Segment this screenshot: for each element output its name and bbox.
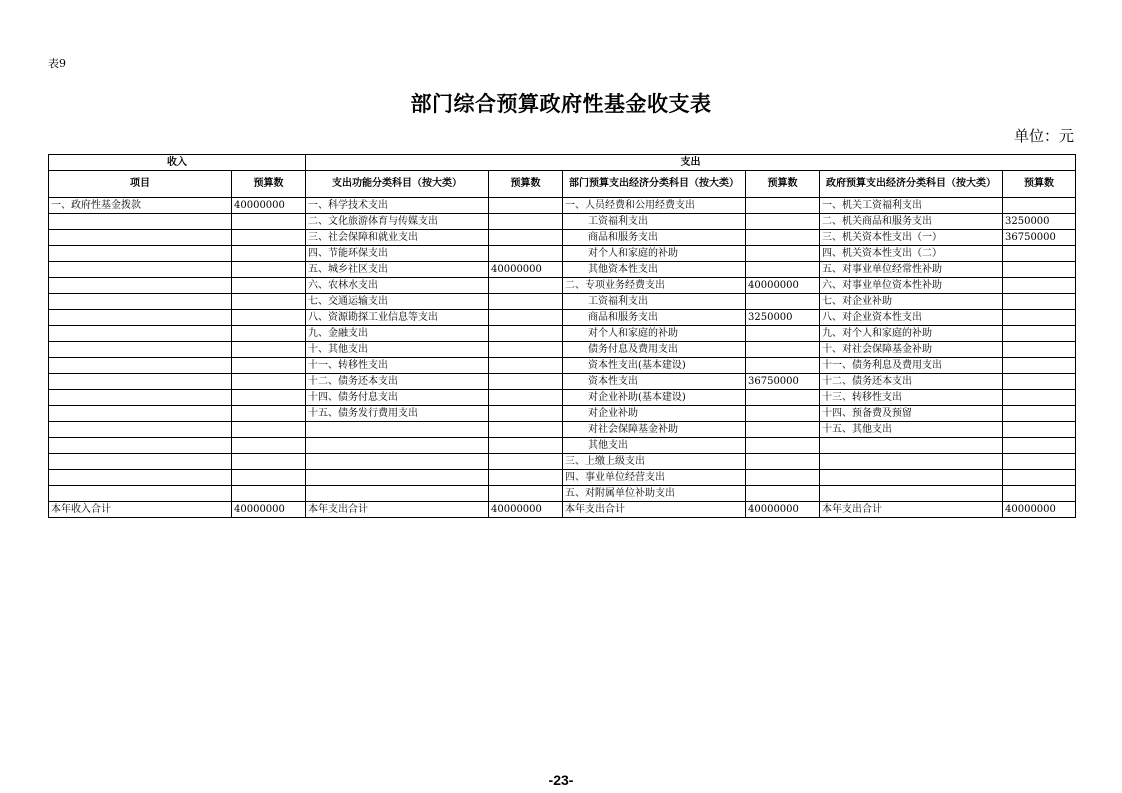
table-cell: 对个人和家庭的补助 <box>563 326 746 342</box>
table-cell: 本年支出合计 <box>306 502 489 518</box>
table-cell: 工资福利支出 <box>563 294 746 310</box>
table-cell <box>746 262 820 278</box>
table-cell <box>489 422 563 438</box>
table-cell <box>489 230 563 246</box>
table-cell: 十二、债务还本支出 <box>306 374 489 390</box>
table-cell <box>1003 390 1076 406</box>
table-cell: 本年收入合计 <box>49 502 232 518</box>
table-cell <box>232 422 306 438</box>
table-cell: 三、机关资本性支出（一） <box>820 230 1003 246</box>
table-cell <box>1003 454 1076 470</box>
table-cell <box>232 438 306 454</box>
table-cell: 十一、债务利息及费用支出 <box>820 358 1003 374</box>
table-cell: 对企业补助 <box>563 406 746 422</box>
table-number: 表9 <box>48 57 66 70</box>
table-cell: 对社会保障基金补助 <box>563 422 746 438</box>
table-cell: 四、事业单位经营支出 <box>563 470 746 486</box>
table-cell: 十五、债务发行费用支出 <box>306 406 489 422</box>
table-cell <box>489 246 563 262</box>
table-cell: 一、机关工资福利支出 <box>820 198 1003 214</box>
table-cell: 二、文化旅游体育与传媒支出 <box>306 214 489 230</box>
table-cell <box>232 454 306 470</box>
table-row <box>49 326 1076 342</box>
table-cell: 十、其他支出 <box>306 342 489 358</box>
table-cell: 五、对事业单位经常性补助 <box>820 262 1003 278</box>
table-cell: 十、对社会保障基金补助 <box>820 342 1003 358</box>
column-header: 政府预算支出经济分类科目（按大类） <box>820 171 1003 198</box>
table-cell <box>49 230 232 246</box>
table-cell <box>489 310 563 326</box>
table-cell <box>49 246 232 262</box>
table-cell <box>489 406 563 422</box>
table-cell: 九、对个人和家庭的补助 <box>820 326 1003 342</box>
table-cell <box>49 262 232 278</box>
table-cell <box>49 486 232 502</box>
table-cell: 十三、转移性支出 <box>820 390 1003 406</box>
budget-table <box>48 154 1076 518</box>
table-cell: 十四、债务付息支出 <box>306 390 489 406</box>
table-cell: 40000000 <box>489 262 563 278</box>
table-row <box>49 422 1076 438</box>
table-cell <box>1003 406 1076 422</box>
table-cell <box>746 342 820 358</box>
table-cell: 36750000 <box>746 374 820 390</box>
table-cell <box>746 422 820 438</box>
table-row <box>49 438 1076 454</box>
table-cell: 40000000 <box>1003 502 1076 518</box>
column-header: 预算数 <box>489 171 563 198</box>
table-cell <box>232 470 306 486</box>
table-body <box>49 198 1076 518</box>
table-cell <box>489 390 563 406</box>
table-cell <box>1003 470 1076 486</box>
table-cell <box>746 390 820 406</box>
table-cell <box>1003 342 1076 358</box>
table-cell: 40000000 <box>232 198 306 214</box>
table-cell <box>746 294 820 310</box>
table-cell <box>1003 262 1076 278</box>
column-header: 预算数 <box>746 171 820 198</box>
table-cell <box>489 454 563 470</box>
table-cell <box>232 214 306 230</box>
table-row <box>49 374 1076 390</box>
table-cell: 九、金融支出 <box>306 326 489 342</box>
table-cell: 40000000 <box>746 278 820 294</box>
table-cell <box>232 230 306 246</box>
table-cell: 其他资本性支出 <box>563 262 746 278</box>
table-cell <box>489 470 563 486</box>
table-cell: 六、农林水支出 <box>306 278 489 294</box>
table-cell: 商品和服务支出 <box>563 230 746 246</box>
table-cell <box>746 230 820 246</box>
table-cell: 对个人和家庭的补助 <box>563 246 746 262</box>
table-row <box>49 262 1076 278</box>
table-cell <box>489 326 563 342</box>
column-header: 支出功能分类科目（按大类） <box>306 171 489 198</box>
table-cell <box>232 310 306 326</box>
table-cell: 债务付息及费用支出 <box>563 342 746 358</box>
table-cell <box>49 470 232 486</box>
table-cell <box>746 438 820 454</box>
table-cell: 对企业补助(基本建设) <box>563 390 746 406</box>
table-cell: 一、政府性基金拨款 <box>49 198 232 214</box>
table-cell <box>746 454 820 470</box>
table-row <box>49 390 1076 406</box>
table-cell <box>746 214 820 230</box>
table-cell: 40000000 <box>746 502 820 518</box>
table-cell: 40000000 <box>489 502 563 518</box>
table-cell <box>49 406 232 422</box>
expense-group-header: 支出 <box>306 155 1076 171</box>
table-cell <box>306 438 489 454</box>
table-cell: 五、城乡社区支出 <box>306 262 489 278</box>
unit-label: 单位：元 <box>1013 127 1074 145</box>
table-cell <box>489 214 563 230</box>
table-cell <box>746 326 820 342</box>
table-cell <box>306 486 489 502</box>
table-cell <box>1003 198 1076 214</box>
table-cell: 其他支出 <box>563 438 746 454</box>
table-cell <box>232 374 306 390</box>
table-cell <box>232 262 306 278</box>
table-cell: 十四、预备费及预留 <box>820 406 1003 422</box>
table-cell <box>232 326 306 342</box>
table-cell: 一、科学技术支出 <box>306 198 489 214</box>
table-cell <box>489 278 563 294</box>
group-header-row <box>49 155 1076 171</box>
table-cell <box>746 198 820 214</box>
table-cell <box>820 486 1003 502</box>
table-row <box>49 470 1076 486</box>
table-cell <box>820 470 1003 486</box>
table-cell: 七、对企业补助 <box>820 294 1003 310</box>
column-header: 预算数 <box>232 171 306 198</box>
table-cell <box>820 454 1003 470</box>
table-row <box>49 246 1076 262</box>
table-cell: 八、资源勘探工业信息等支出 <box>306 310 489 326</box>
table-cell: 一、人员经费和公用经费支出 <box>563 198 746 214</box>
table-cell <box>306 422 489 438</box>
table-cell <box>1003 310 1076 326</box>
column-header: 项目 <box>49 171 232 198</box>
table-cell <box>49 294 232 310</box>
table-cell <box>232 406 306 422</box>
table-cell <box>232 278 306 294</box>
table-row <box>49 214 1076 230</box>
table-row <box>49 294 1076 310</box>
table-cell <box>1003 294 1076 310</box>
table-cell: 十一、转移性支出 <box>306 358 489 374</box>
table-cell <box>489 438 563 454</box>
column-header: 预算数 <box>1003 171 1076 198</box>
table-row <box>49 358 1076 374</box>
table-cell: 工资福利支出 <box>563 214 746 230</box>
table-cell: 3250000 <box>746 310 820 326</box>
table-cell <box>1003 438 1076 454</box>
table-cell: 三、上缴上级支出 <box>563 454 746 470</box>
table-cell <box>49 422 232 438</box>
table-cell <box>1003 486 1076 502</box>
table-cell <box>489 374 563 390</box>
table-cell <box>746 358 820 374</box>
table-cell <box>489 294 563 310</box>
table-cell <box>1003 278 1076 294</box>
table-cell: 本年支出合计 <box>563 502 746 518</box>
table-cell <box>49 374 232 390</box>
table-cell <box>820 438 1003 454</box>
table-cell <box>49 278 232 294</box>
table-row <box>49 278 1076 294</box>
table-cell <box>232 294 306 310</box>
table-cell <box>232 246 306 262</box>
table-cell <box>49 214 232 230</box>
table-row <box>49 342 1076 358</box>
table-cell <box>1003 326 1076 342</box>
table-cell: 五、对附属单位补助支出 <box>563 486 746 502</box>
table-cell <box>49 438 232 454</box>
table-cell <box>232 390 306 406</box>
table-cell: 十五、其他支出 <box>820 422 1003 438</box>
table-cell: 资本性支出 <box>563 374 746 390</box>
table-cell <box>746 246 820 262</box>
table-cell <box>49 390 232 406</box>
table-cell <box>1003 374 1076 390</box>
table-cell <box>232 358 306 374</box>
table-cell: 七、交通运输支出 <box>306 294 489 310</box>
table-cell <box>1003 358 1076 374</box>
table-cell <box>746 486 820 502</box>
table-cell <box>489 486 563 502</box>
total-row <box>49 502 1076 518</box>
table-cell <box>489 358 563 374</box>
table-cell <box>49 326 232 342</box>
table-cell: 四、节能环保支出 <box>306 246 489 262</box>
table-cell: 十二、债务还本支出 <box>820 374 1003 390</box>
table-cell: 二、专项业务经费支出 <box>563 278 746 294</box>
table-cell <box>746 406 820 422</box>
table-cell: 四、机关资本性支出（二） <box>820 246 1003 262</box>
table-cell <box>1003 246 1076 262</box>
table-cell: 资本性支出(基本建设) <box>563 358 746 374</box>
page-title: 部门综合预算政府性基金收支表 <box>410 91 712 116</box>
table-row <box>49 310 1076 326</box>
table-cell <box>232 486 306 502</box>
table-cell <box>489 198 563 214</box>
table-cell <box>1003 422 1076 438</box>
table-row <box>49 406 1076 422</box>
table-cell: 六、对事业单位资本性补助 <box>820 278 1003 294</box>
table-cell: 本年支出合计 <box>820 502 1003 518</box>
table-cell <box>489 342 563 358</box>
table-cell <box>306 454 489 470</box>
table-cell: 36750000 <box>1003 230 1076 246</box>
table-cell <box>49 310 232 326</box>
table-cell <box>746 470 820 486</box>
table-row <box>49 454 1076 470</box>
table-cell: 40000000 <box>232 502 306 518</box>
table-row <box>49 198 1076 214</box>
table-cell <box>49 454 232 470</box>
table-cell <box>306 470 489 486</box>
table-cell <box>232 342 306 358</box>
table-cell: 商品和服务支出 <box>563 310 746 326</box>
table-cell: 3250000 <box>1003 214 1076 230</box>
table-row <box>49 230 1076 246</box>
column-header-row <box>49 171 1076 198</box>
table-cell <box>49 342 232 358</box>
table-cell <box>49 358 232 374</box>
column-header: 部门预算支出经济分类科目（按大类） <box>563 171 746 198</box>
table-cell: 二、机关商品和服务支出 <box>820 214 1003 230</box>
table-row <box>49 486 1076 502</box>
table-cell: 八、对企业资本性支出 <box>820 310 1003 326</box>
income-group-header: 收入 <box>49 155 306 171</box>
table-cell: 三、社会保障和就业支出 <box>306 230 489 246</box>
page-number: -23- <box>548 772 574 788</box>
